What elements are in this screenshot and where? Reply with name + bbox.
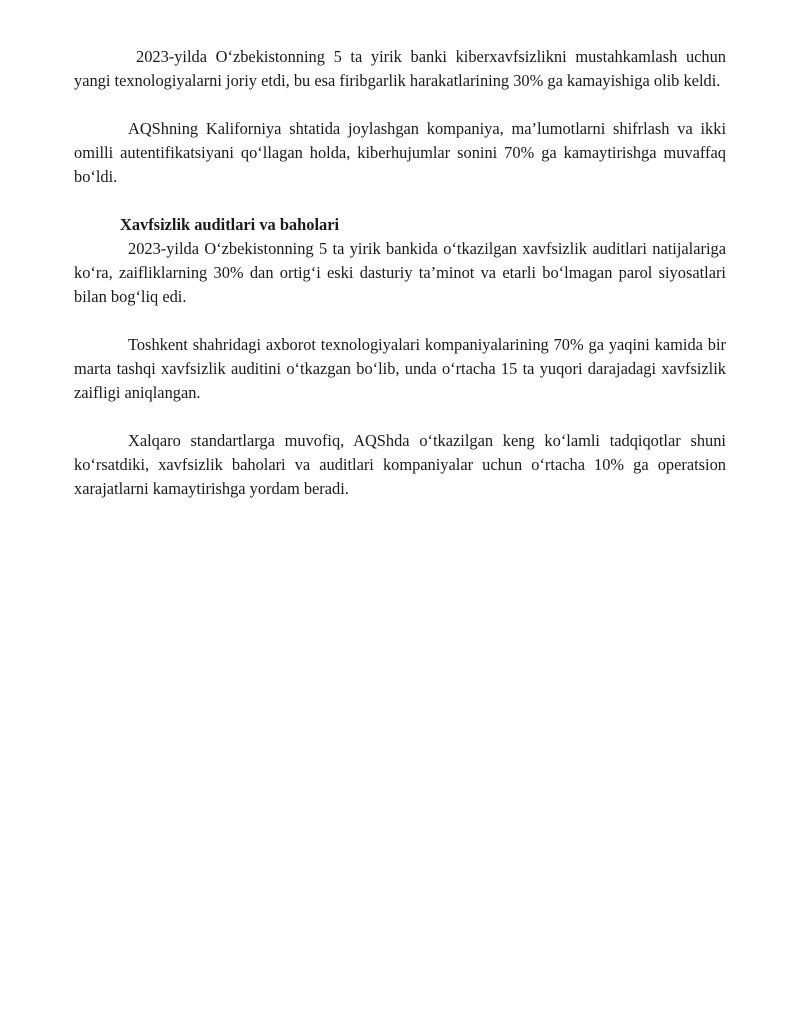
paragraph-tashkent-companies: Toshkent shahridagi axborot texnologiyalari kompaniyalarining 70% ga yaqini kamida bir marta tashqi xavfsizlik auditini o‘tkazgan bo‘lib, unda o‘rtacha 15 ta yuqori darajadagi xavfsizlik zaifligi aniqlangan.	[74, 335, 726, 402]
section-heading: Xavfsizlik auditlari va baholari	[120, 215, 340, 234]
paragraph-international-standards: Xalqaro standartlarga muvofiq, AQShda o‘tkazilgan keng ko‘lamli tadqiqotlar shuni ko‘rsatdiki, xavfsizlik baholari va auditlari kompaniyalar uchun o‘rtacha 10% ga operatsion xarajatlarni kamaytirishga yordam beradi.	[74, 431, 726, 498]
document-page	[74, 45, 726, 525]
paragraph-bank-technologies: 2023-yilda O‘zbekistonning 5 ta yirik banki kiberxavfsizlikni mustahkamlash uchun yangi texnologiyalarni joriy etdi, bu esa firibgarlik harakatlarining 30% ga kamayishiga olib keldi.	[74, 47, 726, 90]
paragraph-bank-audits: 2023-yilda O‘zbekistonning 5 ta yirik bankida o‘tkazilgan xavfsizlik auditlari natijalariga ko‘ra, zaifliklarning 30% dan ortig‘i eski dasturiy ta’minot va etarli bo‘lmagan parol siyosatlari bilan bog‘liq edi.	[74, 239, 726, 306]
paragraph-california-company: AQShning Kaliforniya shtatida joylashgan kompaniya, ma’lumotlarni shifrlash va ikki omilli autentifikatsiyani qo‘llagan holda, kiberhujumlar sonini 70% ga kamaytirishga muvaffaq bo‘ldi.	[74, 119, 726, 186]
